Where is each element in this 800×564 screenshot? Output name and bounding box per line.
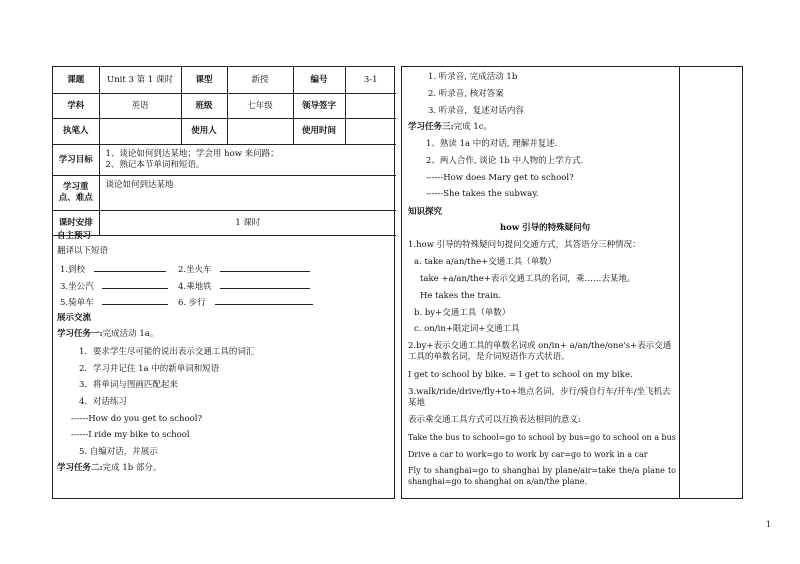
right-panel — [401, 66, 743, 499]
keti-value: Unit 3 第 1 课时 — [99, 67, 181, 94]
zhishi-heading: how 引导的特殊疑问句 — [500, 223, 591, 233]
kexing-value: 新授 — [227, 67, 293, 94]
left-panel — [52, 66, 395, 499]
shiyongshijian-value — [345, 119, 396, 145]
task1-step-2: 2．学习并记住 1a 中的新单词和短语 — [79, 364, 220, 374]
phrase-5: 5.骑单车 — [60, 296, 168, 309]
rule-1b: b. by+交通工具（单数） — [414, 308, 511, 318]
task3-step-1: 1、熟读 1a 中的对话, 理解并复述. — [426, 139, 558, 149]
rule-1a-detail: take +a/an/the+表示交通工具的名词，乘……去某地。 — [420, 274, 636, 284]
example-2: Drive a car to work=go to work by car=go to work in a car — [408, 450, 648, 459]
task2-step-1: 1. 听录音, 完成活动 1b — [428, 72, 518, 82]
task2-step-3: 3. 听录音，复述对话内容 — [428, 106, 524, 116]
keti-label: 课题 — [53, 67, 99, 94]
example-1: Take the bus to school=go to school by bus=go to school on a bus — [408, 433, 676, 442]
task1-step-4: 4．对话练习 — [79, 397, 127, 407]
kexing-label: 课型 — [181, 67, 227, 94]
rule-1: 1.how 引导的特殊疑问句提问交通方式，其答语分三种情况： — [408, 240, 641, 250]
phrase-3: 3.坐公汽 — [60, 280, 168, 293]
mubiao-label: 学习目标 — [53, 145, 99, 176]
task3-dialog-2: ------She takes the subway. — [426, 189, 539, 199]
zhibiren-label: 执笔人 — [53, 119, 99, 145]
zhibiren-value — [99, 119, 181, 145]
yuxi-title: 自主预习 — [57, 231, 92, 241]
mubiao-line-2: 2、熟记本节单词和短语。 — [105, 160, 205, 170]
banji-label: 班级 — [181, 94, 227, 119]
banji-value: 七年级 — [227, 94, 293, 119]
task2-line: 学习任务二:完成 1b 部分。 — [57, 463, 162, 473]
task1-step-5: 5. 自编对话，并展示 — [79, 447, 158, 457]
phrase-2: 2.坐火车 — [178, 263, 310, 276]
rule-1c: c. on/in+限定词+交通工具 — [414, 324, 520, 334]
phrase-6: 6. 步行 — [178, 296, 313, 309]
rule-1a-example: He takes the train. — [420, 291, 501, 301]
task3-step-2: 2、两人合作, 谈论 1b 中人物的上学方式. — [426, 156, 584, 166]
mubiao-line-1: 1、谈论如何到达某地；学会用 how 来问路； — [105, 149, 279, 159]
rule-1a: a. take a/an/the+交通工具（单数） — [414, 257, 557, 267]
bianhao-label: 编号 — [293, 67, 345, 94]
mubiao-value — [99, 145, 396, 176]
task1-dialog-2: ------I ride my bike to school — [71, 430, 190, 440]
task1-line: 学习任务一:完成活动 1a。 — [57, 329, 159, 339]
right-column-divider — [679, 67, 680, 498]
rule-3: 3.walk/ride/drive/fly+to+地点名词，步行/骑自行车/开车/坐飞机去某地 — [408, 387, 671, 408]
task3-dialog-1: ------How does Mary get to school? — [426, 173, 574, 183]
task1-dialog-1: ------How do you get to school? — [71, 414, 203, 424]
shiyongren-value — [227, 119, 293, 145]
phrase-1: 1.到校 — [60, 263, 166, 276]
lingdao-value — [345, 94, 396, 119]
task2-step-2: 2. 听录音, 核对答案 — [428, 89, 504, 99]
rule-4: 表示乘交通工具方式可以互换表达相同的意义: — [408, 415, 581, 425]
zhishi-title: 知识探究 — [408, 207, 443, 217]
zhanshi-title: 展示交流 — [57, 313, 92, 323]
keshi-value: 1 课时 — [99, 211, 396, 236]
zhongdian-label: 学习重点、难点 — [53, 176, 99, 211]
lingdao-label: 领导签字 — [293, 94, 345, 119]
header-table — [53, 67, 396, 236]
xueke-value: 英语 — [99, 94, 181, 119]
zhongdian-value: 谈论如何到达某地 — [99, 176, 396, 211]
task1-step-3: 3．将单词与图画匹配起来 — [79, 380, 178, 390]
keshi-label: 课时安排 — [53, 211, 99, 236]
rule-2-example: I get to school by bike. = I get to school on my bike. — [408, 370, 633, 380]
page-number: 1 — [766, 520, 772, 529]
phrase-4: 4.乘地铁 — [178, 280, 310, 293]
example-3: Fly to shanghai=go to shanghai by plane/air=take the/a plane to shanghai=go to shanghai on a/an/the plane. — [408, 466, 676, 486]
rule-2: 2.by+表示交通工具的单数名词或 on/in+ a/an/the/one's+表示交通工具的单数名词，是介词短语作方式状语。 — [408, 341, 672, 362]
shiyongshijian-label: 使用时间 — [293, 119, 345, 145]
bianhao-value: 3-1 — [345, 67, 396, 94]
shiyongren-label: 使用人 — [181, 119, 227, 145]
xueke-label: 学科 — [53, 94, 99, 119]
task1-step-1: 1．要求学生尽可能的说出表示交通工具的词汇 — [79, 347, 255, 357]
yuxi-subtitle: 翻译以下短语 — [57, 246, 109, 256]
task3-line: 学习任务三:完成 1c。 — [408, 122, 493, 132]
